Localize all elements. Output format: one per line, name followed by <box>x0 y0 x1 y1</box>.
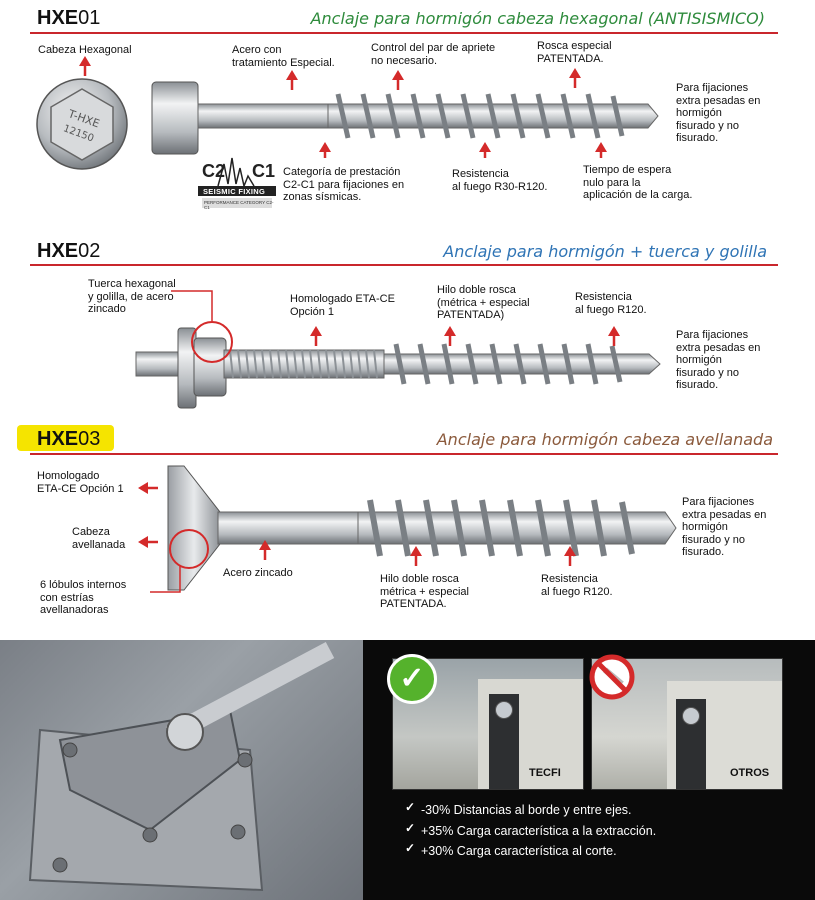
svg-text:T-HXE: T-HXE <box>66 107 102 131</box>
check-icon: ✓ <box>387 654 437 704</box>
svg-text:12150: 12150 <box>61 123 96 145</box>
hxe03-label-lobes: 6 lóbulos internos con estrías avellanadoras <box>40 579 127 616</box>
otros-label: OTROS <box>730 767 770 779</box>
hxe01-arrows <box>0 0 815 230</box>
anchor-plate-drawing <box>0 640 363 900</box>
hxe01-label-torque: Control del par de apriete no necesario. <box>371 42 496 67</box>
seismic-c2: C2 <box>202 161 226 181</box>
benefit-3: ✓ +30% Carga característica al corte. <box>405 841 617 858</box>
hxe01-label-steel: Acero con tratamiento Especial. <box>232 44 335 69</box>
benefit-1-check-icon: ✓ <box>405 800 416 814</box>
benefit-2-check-icon: ✓ <box>405 821 416 835</box>
benefit-2: ✓ +35% Carga característica a la extracción. <box>405 821 657 838</box>
benefit-3-check-icon: ✓ <box>405 841 416 855</box>
hxe02-label-use: Para fijaciones extra pesadas en hormigón fisurado y no fisurado. <box>676 329 761 391</box>
hxe03-label-head: Cabeza avellanada <box>72 526 126 551</box>
seismic-text: SEISMIC FIXING <box>203 187 266 196</box>
hxe03-label-eta: Homologado ETA-CE Opción 1 <box>37 470 124 495</box>
hxe01-label-thread: Rosca especial PATENTADA. <box>537 40 612 65</box>
hxe01-subtitle: Anclaje para hormigón cabeza hexagonal (ANTISISMICO) <box>310 9 765 28</box>
hxe03-label-thread: Hilo doble rosca métrica + especial PATENTADA. <box>380 573 469 610</box>
tecfi-label: TECFI <box>529 767 561 779</box>
hxe03-label-steel: Acero zincado <box>223 567 293 579</box>
hxe02-label-fire: Resistencia al fuego R120. <box>575 291 647 316</box>
prohibited-icon <box>588 653 636 701</box>
hxe02-label-eta: Homologado ETA-CE Opción 1 <box>290 293 395 318</box>
hxe03-label-use: Para fijaciones extra pesadas en hormigón fisurado y no fisurado. <box>682 496 767 558</box>
otros-bolt <box>682 707 700 725</box>
hxe01-code: HXE01 <box>37 7 101 29</box>
hxe03-divider <box>30 453 778 455</box>
hxe02-label-thread: Hilo doble rosca (métrica + especial PATENTADA) <box>437 284 530 321</box>
tecfi-bolt <box>495 701 513 719</box>
hxe01-label-fire: Resistencia al fuego R30-R120. <box>452 168 548 193</box>
hxe02-subtitle: Anclaje para hormigón + tuerca y golilla <box>443 242 767 261</box>
hxe01-label-head: Cabeza Hexagonal <box>38 44 132 56</box>
hxe03-label-fire: Resistencia al fuego R120. <box>541 573 613 598</box>
hxe02-code: HXE02 <box>37 240 101 262</box>
hxe01-label-use: Para fijaciones extra pesadas en hormigón fisurado y no fisurado. <box>676 82 761 144</box>
hxe03-code: HXE03 <box>37 428 101 450</box>
hxe03-subtitle: Anclaje para hormigón cabeza avellanada <box>436 430 773 449</box>
anchor-plate-photo <box>0 640 363 900</box>
hxe01-label-wait: Tiempo de espera nulo para la aplicación de la carga. <box>583 164 693 201</box>
seismic-c1: C1 <box>252 161 276 181</box>
benefit-1: ✓ -30% Distancias al borde y entre ejes. <box>405 800 632 817</box>
hxe01-label-category: Categoría de prestación C2-C1 para fijaciones en zonas sísmicas. <box>283 166 405 203</box>
comparison-panel <box>363 640 815 900</box>
hxe02-label-nut: Tuerca hexagonal y golilla, de acero zincado <box>88 278 176 315</box>
seismic-sub: PERFORMANCE CATEGORY C2-C1 <box>204 200 274 210</box>
